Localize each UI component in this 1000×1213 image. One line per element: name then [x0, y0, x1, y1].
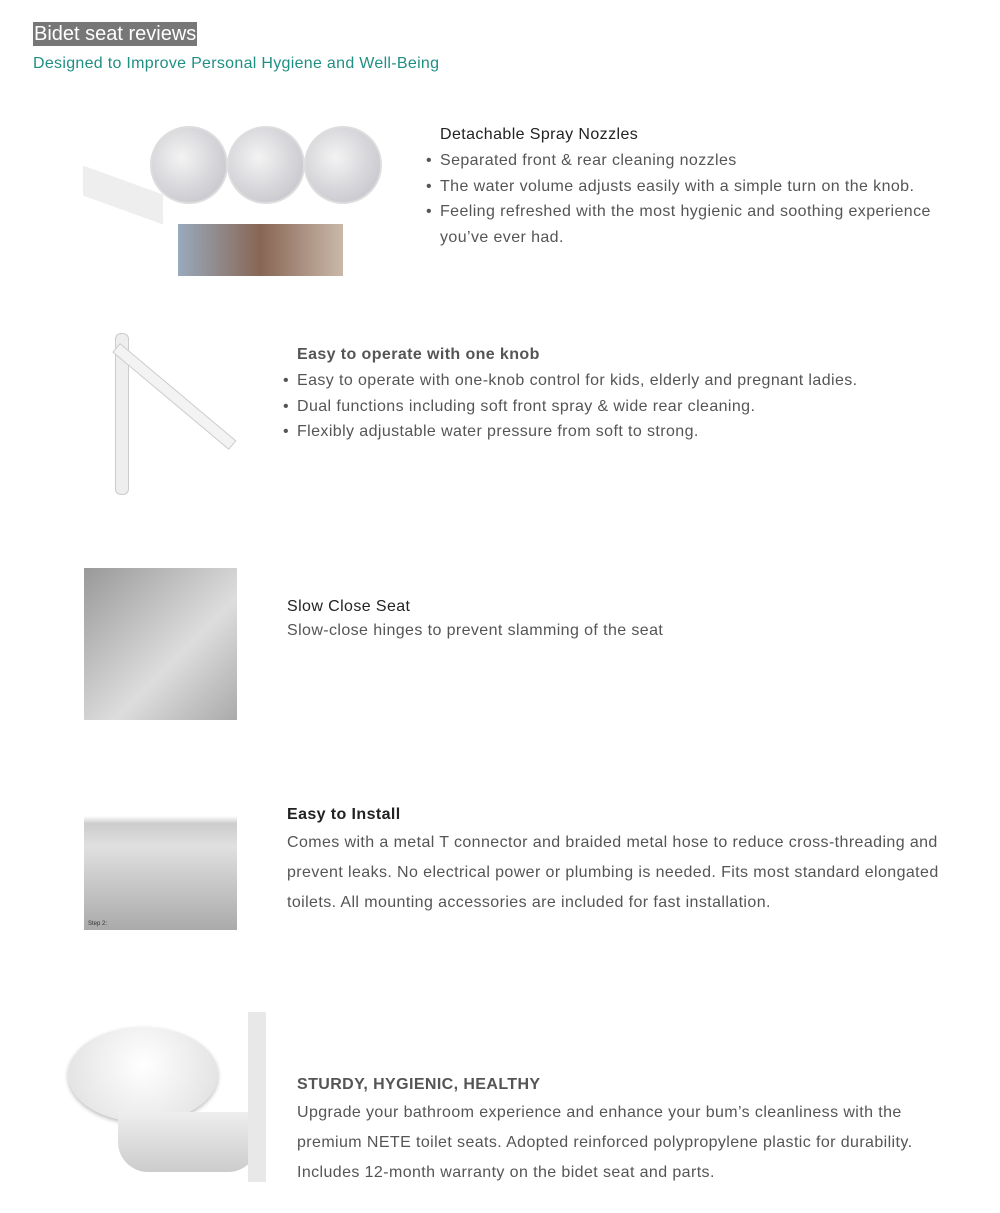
section-heading: Easy to Install	[287, 806, 401, 823]
list-item: • Easy to operate with one-knob control for kids, elderly and pregnant ladies.	[297, 368, 937, 394]
list-item: • Dual functions including soft front spray & wide rear cleaning.	[297, 394, 937, 420]
section-body: Comes with a metal T connector and braided metal hose to reduce cross-threading and prevent leaks. No electrical power or plumbing is needed. Fits most standard elongated toilets. All mounting accessories are included for fast installation.	[287, 834, 939, 911]
section-body: Slow-close hinges to prevent slamming of the seat	[287, 622, 664, 639]
knob-image	[105, 333, 250, 495]
nozzles-image	[83, 122, 388, 280]
section-heading: STURDY, HYGIENIC, HEALTHY	[297, 1076, 541, 1093]
sturdy-image	[68, 1012, 268, 1190]
list-item: • Feeling refreshed with the most hygienic and soothing experience you’ve ever had.	[440, 199, 960, 250]
page-subtitle: Designed to Improve Personal Hygiene and Well-Being	[33, 55, 440, 72]
section-sturdy	[297, 1076, 957, 1188]
section-body: Upgrade your bathroom experience and enhance your bum’s cleanliness with the premium NETE toilet seats. Adopted reinforced polypropylene plastic for durability. Includes 12-month warranty on the bidet seat and parts.	[297, 1104, 913, 1181]
slow-close-image	[84, 568, 237, 720]
image-caption: Step 2:	[88, 921, 108, 927]
section-slow-close	[287, 598, 927, 642]
list-item: • The water volume adjusts easily with a simple turn on the knob.	[440, 174, 960, 200]
install-image	[84, 778, 237, 930]
section-install	[287, 806, 977, 918]
section-knob	[297, 346, 937, 445]
section-nozzles	[440, 126, 960, 250]
section-heading: Detachable Spray Nozzles	[440, 126, 639, 143]
page-title: Bidet seat reviews	[34, 23, 197, 45]
section-heading: Slow Close Seat	[287, 598, 411, 615]
list-item: • Flexibly adjustable water pressure from soft to strong.	[297, 419, 937, 445]
list-item: • Separated front & rear cleaning nozzles	[440, 148, 960, 174]
section-heading: Easy to operate with one knob	[297, 346, 540, 363]
